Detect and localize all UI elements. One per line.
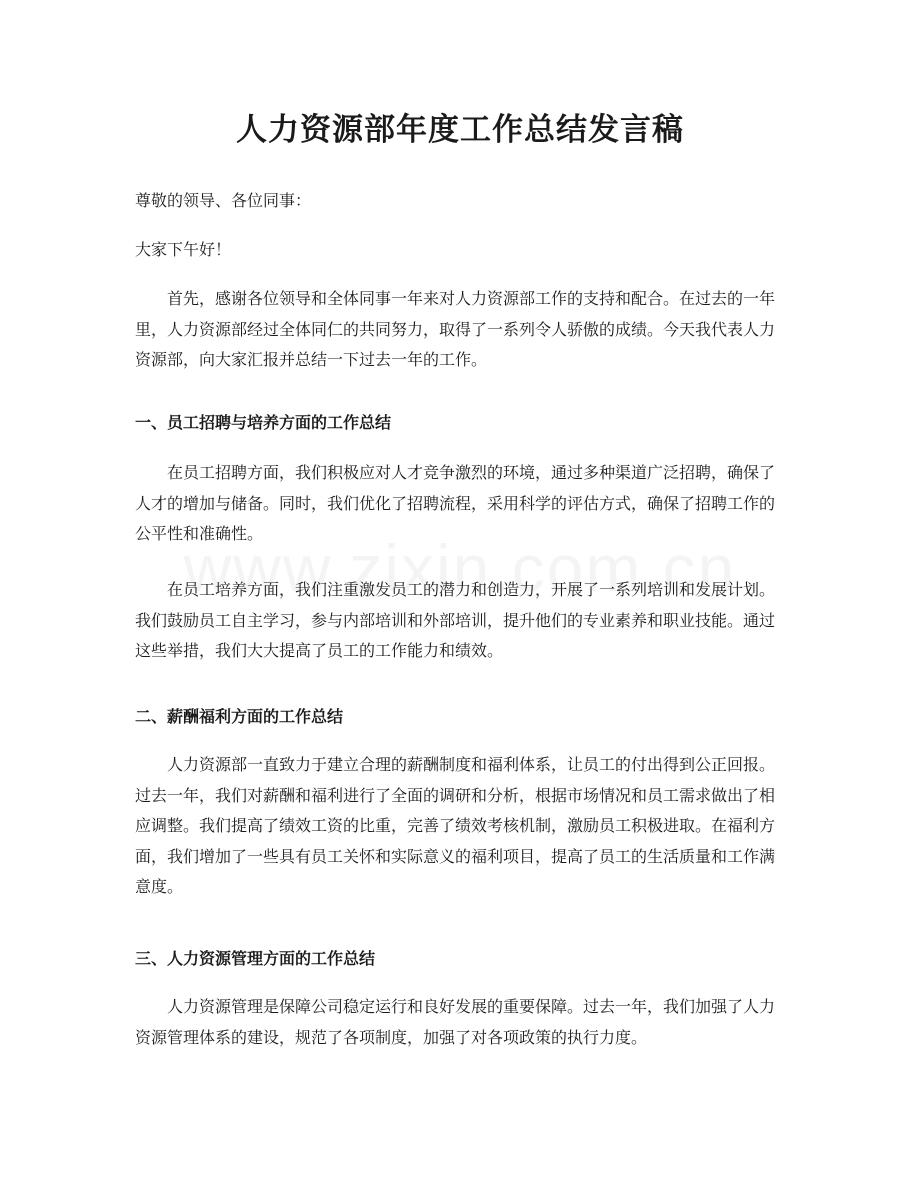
section-2-paragraph-1: 人力资源部一直致力于建立合理的薪酬制度和福利体系，让员工的付出得到公正回报。过去一年，我们对薪酬和福利进行了全面的调研和分析，根据市场情况和员工需求做出了相应调整。我们提高了绩效工资的比重，完善了绩效考核机制，激励员工积极进取。在福利方面，我们增加了一些具有员工关怀和实际意义的福利项目，提高了员工的生活质量和工作满意度。: [135, 755, 776, 896]
document-title: 人力资源部年度工作总结发言稿: [236, 112, 684, 148]
section-heading-3: 三、人力资源管理方面的工作总结: [135, 949, 376, 968]
section-heading-2: 二、薪酬福利方面的工作总结: [135, 707, 344, 726]
section-3-paragraph-1: 人力资源管理是保障公司稳定运行和良好发展的重要保障。过去一年，我们加强了人力资源管理体系的建设，规范了各项制度，加强了对各项政策的执行力度。: [135, 997, 776, 1047]
greeting: 尊敬的领导、各位同事：: [135, 191, 312, 210]
salutation: 大家下午好！: [135, 240, 232, 259]
section-heading-1: 一、员工招聘与培养方面的工作总结: [135, 413, 392, 432]
intro-paragraph: 首先，感谢各位领导和全体同事一年来对人力资源部工作的支持和配合。在过去的一年里，人力资源部经过全体同仁的共同努力，取得了一系列令人骄傲的成绩。今天我代表人力资源部，向大家汇报并总结一下过去一年的工作。: [135, 289, 776, 369]
section-1-paragraph-2: 在员工培养方面，我们注重激发员工的潜力和创造力，开展了一系列培训和发展计划。我们鼓励员工自主学习，参与内部培训和外部培训，提升他们的专业素养和职业技能。通过这些举措，我们大大提高了员工的工作能力和绩效。: [135, 580, 776, 660]
section-1-paragraph-1: 在员工招聘方面，我们积极应对人才竞争激烈的环境，通过多种渠道广泛招聘，确保了人才的增加与储备。同时，我们优化了招聘流程，采用科学的评估方式，确保了招聘工作的公平性和准确性。: [135, 463, 776, 543]
